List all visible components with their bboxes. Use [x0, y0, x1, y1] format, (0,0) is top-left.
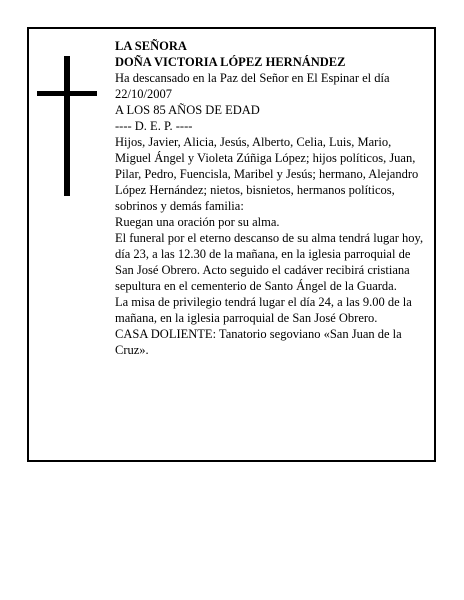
cross-icon	[64, 56, 70, 196]
heading-title: LA SEÑORA	[115, 39, 187, 53]
family-list: Hijos, Javier, Alicia, Jesús, Alberto, Celia, Luis, Mario, Miguel Ángel y Violeta Zúñiga López; hijos políticos, Juan, Pilar, Pedro, Fuencisla, Maribel y Jesús; hermano, Alejandro López Hernández; nietos, bisnietos, hermanos políticos, sobrinos y demás familia:	[115, 135, 419, 213]
rest-statement: Ha descansado en la Paz del Señor en El Espinar el día 22/10/2007	[115, 71, 390, 101]
age-statement: A LOS 85 AÑOS DE EDAD	[115, 103, 260, 117]
rip-line: ---- D. E. P. ----	[115, 119, 193, 133]
deceased-name: DOÑA VICTORIA LÓPEZ HERNÁNDEZ	[115, 55, 346, 69]
mourning-house: CASA DOLIENTE: Tanatorio segoviano «San Juan de la Cruz».	[115, 327, 402, 357]
prayer-request: Ruegan una oración por su alma.	[115, 215, 280, 229]
funeral-details: El funeral por el eterno descanso de su alma tendrá lugar hoy, día 23, a las 12.30 de la mañana, en la iglesia parroquial de San José Obrero. Acto seguido el cadáver recibirá cristiana sepultura en el cementerio de Santo Ángel de la Guarda.	[115, 231, 424, 293]
cross-icon-crossbar	[37, 91, 97, 96]
mass-details: La misa de privilegio tendrá lugar el día 24, a las 9.00 de la mañana, en la iglesia parroquial de San José Obrero.	[115, 295, 412, 325]
obituary-text	[115, 38, 427, 358]
